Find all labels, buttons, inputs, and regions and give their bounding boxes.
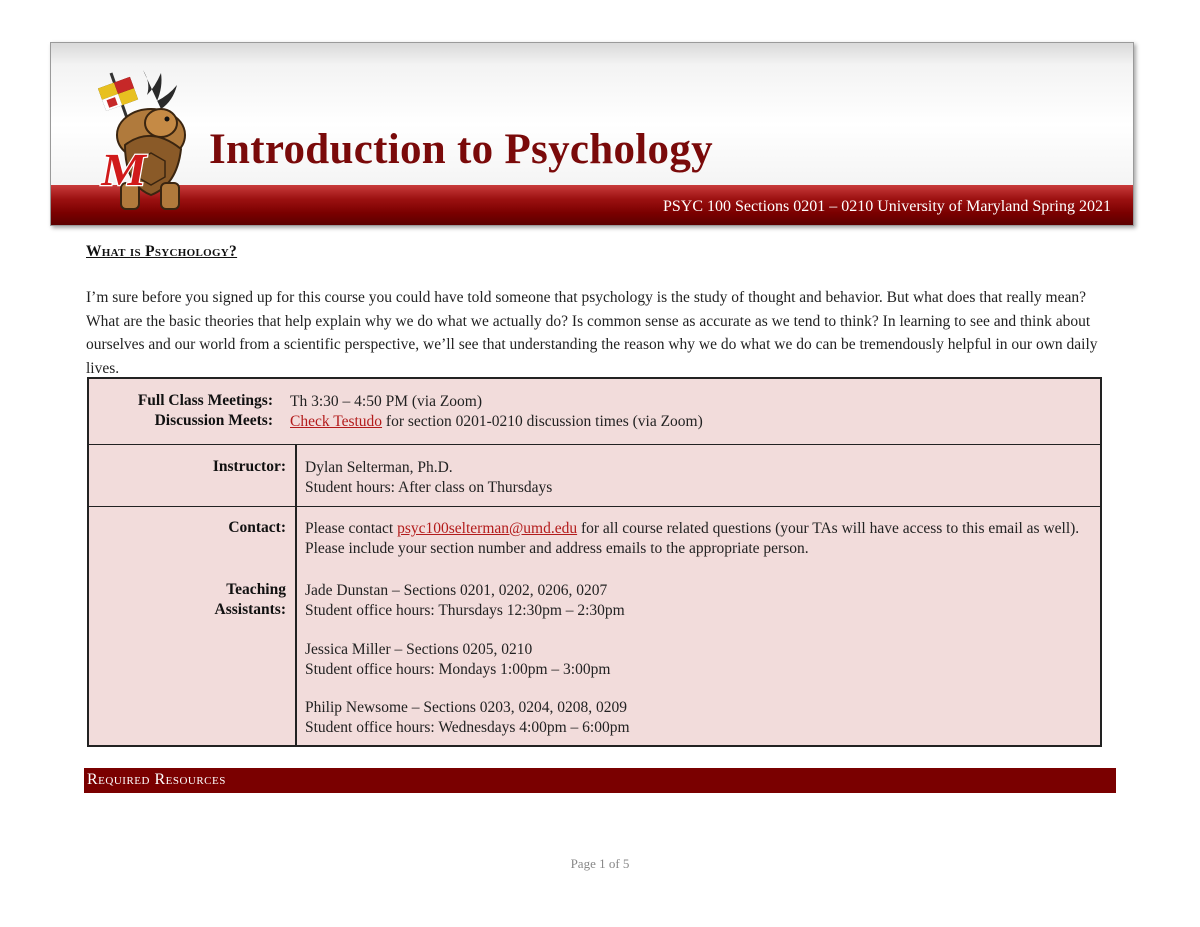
ta-hours: Student office hours: Mondays 1:00pm – 3:00pm bbox=[305, 661, 611, 678]
intro-paragraph: I’m sure before you signed up for this course you could have told someone that psychology is the study of thought and behavior. But what does that really mean? What are the basic theories that help explain why we do what we actually do? Is common sense as accurate as we tend to think? In learning to see and think about ourselves and our world from a scientific perspective, we’ll see that understanding the reason why we do what we do can be tremendously helpful in our own daily lives. bbox=[86, 289, 1098, 377]
contact-email-link[interactable]: psyc100selterman@umd.edu bbox=[397, 520, 578, 537]
course-info-table bbox=[87, 377, 1102, 747]
page-number: Page 1 of 5 bbox=[570, 856, 630, 871]
required-resources-heading: Required Resources bbox=[87, 771, 226, 788]
contact-label: Contact: bbox=[228, 519, 286, 536]
contact-pre-text: Please contact bbox=[305, 520, 398, 537]
ta-entry bbox=[305, 698, 630, 738]
instructor-name: Dylan Selterman, Ph.D. bbox=[305, 459, 453, 476]
ta-label-line1: Teaching bbox=[226, 581, 286, 598]
section-heading: What is Psychology? bbox=[86, 243, 238, 260]
meetings-label: Full Class Meetings: bbox=[137, 392, 273, 409]
ta-hours: Student office hours: Thursdays 12:30pm – 2:30pm bbox=[305, 602, 625, 619]
page-title: Introduction to Psychology bbox=[209, 126, 713, 173]
discussion-value bbox=[290, 412, 703, 432]
ta-name: Philip Newsome – Sections 0203, 0204, 0208, 0209 bbox=[305, 699, 628, 716]
ta-entry bbox=[305, 640, 610, 680]
instructor-row bbox=[89, 445, 1100, 507]
contact-text bbox=[305, 519, 1085, 559]
ta-hours: Student office hours: Wednesdays 4:00pm – 6:00pm bbox=[305, 719, 630, 736]
meetings-value: Th 3:30 – 4:50 PM (via Zoom) bbox=[290, 393, 483, 410]
required-resources-bar bbox=[84, 768, 1116, 793]
instructor-hours: Student hours: After class on Thursdays bbox=[305, 479, 553, 496]
discussion-rest-text: for section 0201-0210 discussion times (via Zoom) bbox=[382, 413, 703, 430]
contact-post-text: for all course related questions (your TAs will have access to this email as well). Please include your section number and address emails to the appropriate person. bbox=[305, 520, 1080, 557]
ta-label-line2: Assistants: bbox=[214, 601, 286, 618]
instructor-label: Instructor: bbox=[212, 458, 286, 475]
course-subtitle: PSYC 100 Sections 0201 – 0210 University of Maryland Spring 2021 bbox=[663, 198, 1111, 215]
ta-name: Jade Dunstan – Sections 0201, 0202, 0206, 0207 bbox=[305, 582, 608, 599]
ta-name: Jessica Miller – Sections 0205, 0210 bbox=[305, 641, 533, 658]
logo-m-letter: M bbox=[97, 145, 151, 196]
terrapin-mascot-logo bbox=[81, 65, 199, 220]
ta-entry bbox=[305, 581, 625, 621]
check-testudo-link[interactable]: Check Testudo bbox=[290, 413, 383, 430]
meetings-row bbox=[89, 379, 1100, 445]
discussion-label: Discussion Meets: bbox=[154, 412, 273, 429]
table-column-divider bbox=[295, 445, 297, 745]
header-banner bbox=[50, 42, 1134, 226]
contact-row bbox=[89, 507, 1100, 745]
